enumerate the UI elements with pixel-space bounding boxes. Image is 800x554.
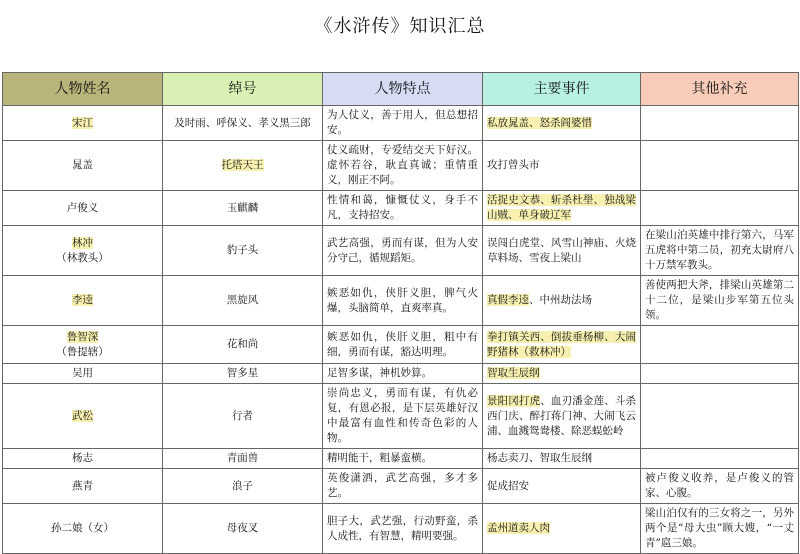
cell-traits: 嫉恶如仇，侠肝义胆，粗中有细，勇而有谋，豁达明理。	[323, 326, 483, 364]
cell-extra	[641, 449, 799, 469]
cell-name	[3, 141, 163, 191]
column-header-extra: 其他补充	[641, 73, 799, 106]
nickname-text: 玉麒麟	[226, 201, 259, 214]
table-row	[3, 364, 799, 384]
cell-traits: 胆子大，武艺强，行动野蛮，杀人成性，有智慧，精明要强。	[323, 504, 483, 554]
person-name: 林冲	[72, 236, 93, 249]
cell-events	[483, 226, 641, 276]
cell-events	[483, 326, 641, 364]
person-name: 孙二娘（女）	[51, 522, 114, 534]
cell-nickname	[163, 141, 323, 191]
event-highlight: 景阳冈打虎	[487, 394, 541, 407]
nickname-text: 托塔天王	[221, 159, 264, 171]
person-name: 晁盖	[72, 159, 93, 171]
cell-extra	[641, 364, 799, 384]
cell-traits: 武艺高强，勇而有谋，但为人安分守己，循规蹈矩。	[323, 226, 483, 276]
cell-name	[3, 276, 163, 326]
event-highlight: 真假李逵	[487, 294, 529, 306]
person-name: 吴用	[72, 367, 93, 379]
cell-name	[3, 469, 163, 504]
cell-name	[3, 326, 163, 364]
cell-extra	[641, 191, 799, 226]
table-row	[3, 504, 799, 554]
cell-nickname	[163, 326, 323, 364]
person-name: 杨志	[72, 452, 93, 464]
column-header-name: 人物姓名	[3, 73, 163, 106]
person-alias: （鲁提辖）	[56, 345, 109, 358]
event-highlight: 智取生辰纲	[487, 367, 540, 379]
cell-nickname	[163, 449, 323, 469]
cell-name	[3, 504, 163, 554]
cell-events	[483, 384, 641, 449]
event-highlight: 拳打镇关西、倒拔垂杨柳、大闹野猪林（救林冲）	[487, 330, 636, 358]
nickname-text: 黑旋风	[226, 294, 259, 306]
table-row	[3, 276, 799, 326]
cell-nickname	[163, 384, 323, 449]
cell-traits: 嫉恶如仇，侠肝义胆，脾气火爆，头脑简单，直爽率真。	[323, 276, 483, 326]
cell-traits: 精明能干，粗暴蛮横。	[323, 449, 483, 469]
table-row	[3, 469, 799, 504]
cell-events	[483, 364, 641, 384]
table-row	[3, 106, 799, 141]
event-text: 促成招安	[487, 479, 529, 492]
cell-extra	[641, 141, 799, 191]
cell-nickname	[163, 364, 323, 384]
cell-traits: 崇尚忠义，勇而有谋，有仇必复，有恩必报，是下层英雄好汉中最富有血性和传奇色彩的人物。	[323, 384, 483, 449]
cell-extra	[641, 384, 799, 449]
cell-extra: 善使两把大斧，排梁山英雄第二十二位，是梁山步军第五位头领。	[641, 276, 799, 326]
cell-nickname	[163, 106, 323, 141]
cell-traits: 仗义疏财，专爱结交天下好汉。虚怀若谷，耿直真诚；重情重义，刚正不阿。	[323, 141, 483, 191]
cell-name	[3, 106, 163, 141]
cell-events	[483, 449, 641, 469]
cell-traits: 性情和蔼，慷慨仗义，身手不凡，支持招安。	[323, 191, 483, 226]
cell-name	[3, 191, 163, 226]
cell-extra: 在梁山泊英雄中排行第六，马军五虎将中第二员，初充太尉府八十万禁军教头。	[641, 226, 799, 276]
cell-traits: 足智多谋，神机妙算。	[323, 364, 483, 384]
event-highlight: 私放晁盖、怒杀阎婆惜	[487, 116, 592, 129]
cell-nickname	[163, 504, 323, 554]
cell-name	[3, 226, 163, 276]
nickname-text: 智多星	[226, 367, 259, 379]
column-header-events: 主要事件	[483, 73, 641, 106]
person-name: 李逵	[72, 294, 93, 306]
cell-name	[3, 364, 163, 384]
cell-name	[3, 384, 163, 449]
person-name: 鲁智深	[66, 330, 99, 343]
cell-nickname	[163, 226, 323, 276]
nickname-text: 浪子	[232, 479, 253, 492]
nickname-text: 豹子头	[226, 244, 259, 256]
event-text: 、中州劫法场	[529, 294, 592, 306]
cell-nickname	[163, 276, 323, 326]
event-highlight: 孟州道卖人肉	[487, 522, 550, 534]
person-name: 卢俊义	[66, 201, 99, 214]
cell-extra	[641, 106, 799, 141]
knowledge-table	[2, 72, 799, 554]
cell-traits: 英俊潇洒，武艺高强，多才多艺。	[323, 469, 483, 504]
person-name: 武松	[72, 409, 93, 422]
cell-extra: 梁山泊仅有的三女将之一，另外两个是“母大虫”顾大嫂，“一丈青”扈三娘。	[641, 504, 799, 554]
table-row	[3, 141, 799, 191]
nickname-text: 行者	[232, 409, 253, 422]
table-body	[3, 106, 799, 554]
event-text: 攻打曾头市	[487, 159, 540, 171]
table-row	[3, 449, 799, 469]
table-row	[3, 191, 799, 226]
table-header-row	[3, 73, 799, 106]
person-name: 燕青	[72, 479, 93, 492]
page-title: 《水浒传》知识汇总	[314, 16, 486, 37]
cell-events	[483, 504, 641, 554]
nickname-text: 及时雨、呼保义、孝义黑三郎	[174, 116, 311, 129]
cell-traits: 为人仗义，善于用人，但总想招安。	[323, 106, 483, 141]
cell-events	[483, 276, 641, 326]
column-header-nickname: 绰号	[163, 73, 323, 106]
person-alias: （林教头）	[56, 251, 109, 264]
cell-extra: 被卢俊义收养，是卢俊义的管家、心腹。	[641, 469, 799, 504]
cell-extra	[641, 326, 799, 364]
nickname-text: 青面兽	[226, 452, 259, 464]
table-row	[3, 384, 799, 449]
cell-events	[483, 191, 641, 226]
person-name: 宋江	[72, 116, 93, 129]
column-header-traits: 人物特点	[323, 73, 483, 106]
table-row	[3, 326, 799, 364]
event-text: 、血刃潘金莲、斗杀西门庆、醉打蒋门神、大闹飞云浦、血溅鸳鸯楼、除恶蜈蚣岭	[487, 394, 637, 437]
cell-nickname	[163, 469, 323, 504]
event-text: 误闯白虎堂、风雪山神庙、火烧草料场、雪夜上梁山	[487, 236, 636, 264]
cell-name	[3, 449, 163, 469]
nickname-text: 花和尚	[226, 338, 259, 350]
table-row	[3, 226, 799, 276]
cell-events	[483, 106, 641, 141]
nickname-text: 母夜叉	[226, 522, 259, 534]
cell-events	[483, 469, 641, 504]
cell-events	[483, 141, 641, 191]
event-text: 杨志卖刀、智取生辰纲	[487, 452, 592, 464]
event-highlight: 活捉史文恭、斩杀杜壆、独战梁山贼、单身破辽军	[487, 194, 636, 221]
cell-nickname	[163, 191, 323, 226]
